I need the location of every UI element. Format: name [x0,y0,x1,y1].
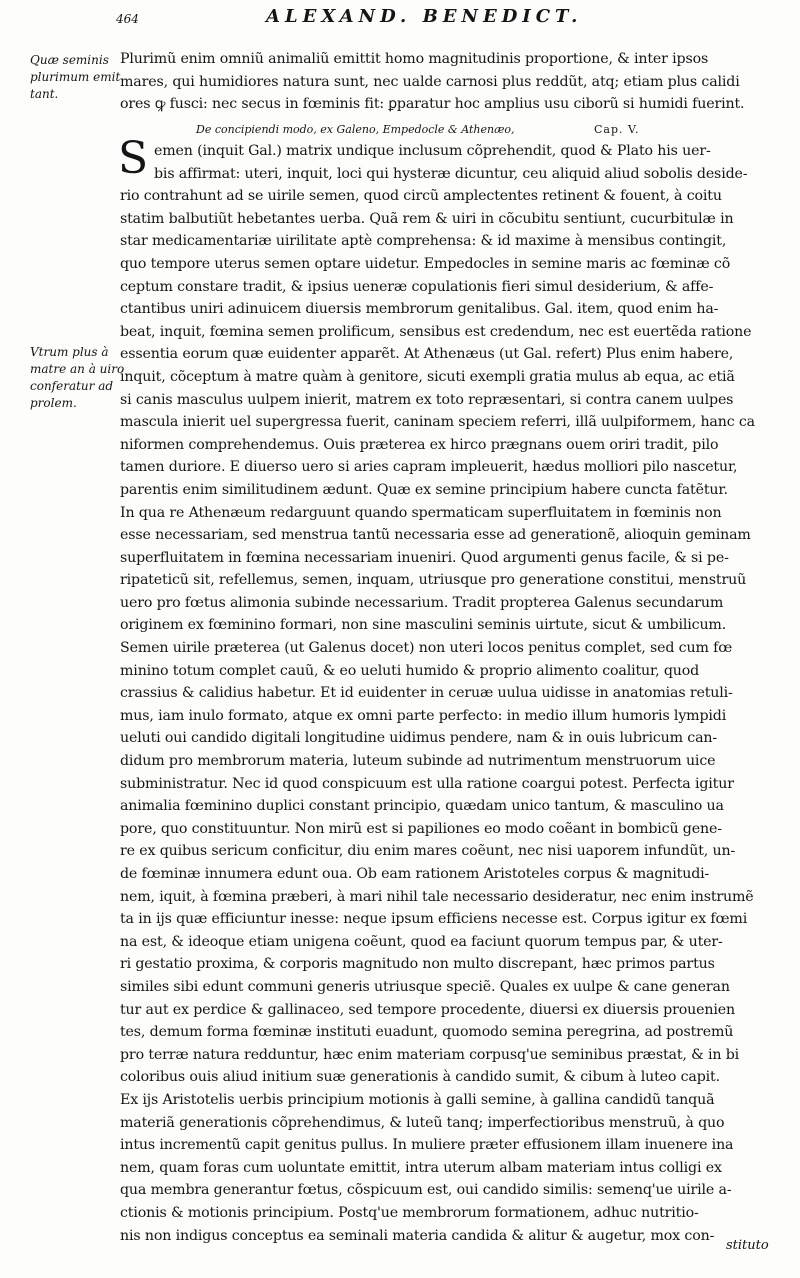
page-number: 464 [116,12,139,26]
text-line: tes, demum forma fœminæ instituti euadunt, quomodo semina peregrina, ad postremũ [120,1024,734,1041]
text-line: ores ꝙ fusci: nec secus in fœminis fit: ꝑparatur hoc amplius usu ciborũ si humidi fuerint. [120,96,745,113]
intro-paragraph [120,48,780,116]
text-line: nem, iquit, à fœmina præberi, à mari nihil tale necessario desideratur, nec enim instrumẽ [120,888,754,905]
text-line: mascula inierit uel supergressa fuerit, caninam speciem referri, illã uulpiformem, hanc ca [120,414,755,431]
text-line: emen (inquit Gal.) matrix undique inclusum cõprehendit, quod & Plato his uer- [154,143,711,159]
text-line: coloribus ouis aliud initium suæ generationis à candido sumit, & cibum à luteo capit. [120,1069,720,1086]
text-line: na est, & ideoque etiam unigena coẽunt, quod ea faciunt quorum tempus par, & uter- [120,933,723,950]
text-line: re ex quibus sericum conficitur, diu enim mares coẽunt, nec nisi uaporem infundũt, un- [120,843,736,860]
text-line: ta in ijs quæ efficiuntur inesse: neque ipsum efficiens necesse est. Corpus igitur ex fœmi [120,911,748,928]
text-line: parentis enim similitudinem ædunt. Quæ ex semine principium habere cuncta fatẽtur. [120,481,728,498]
chapter-heading [196,123,716,136]
text-line: si canis masculus uulpem inierit, matrem ex toto repræsentari, si contra canem uulpes [120,391,734,408]
text-line: crassius & calidius habetur. Et id euidenter in ceruæ uulua uidisse in anatomias retuli- [120,685,733,702]
side-note-line: plurimum emit [30,70,121,84]
text-line: nem, quam foras cum uoluntate emittit, intra uterum albam materiam intus colligi ex [120,1159,722,1176]
text-line: ctantibus uniri adinuicem diuersis membrorum genitalibus. Gal. item, quod enim ha- [120,301,719,318]
text-line: tamen duriore. E diuerso uero si aries capram impleuerit, hædus molliori pilo nascetur, [120,459,738,476]
running-head [116,6,776,36]
text-line: statim balbutiũt hebetantes uerba. Quã rem & uiri in cõcubitu sentiunt, cucurbitulæ in [120,210,734,227]
text-line: mares, qui humidiores natura sunt, nec ualde carnosi plus reddũt, atq; etiam plus calidi [120,73,740,90]
text-line: inquit, cõceptum à matre quàm à genitore, sicuti exempli gratia mulus ab equa, ac etiã [120,368,735,385]
side-note-conception [30,344,125,412]
text-line: qua membra generantur fœtus, cõspicuum est, oui candido similis: semenq'ue uirile a- [120,1182,732,1199]
text-line: materiã generationis cõprehendimus, & luteũ tanq; imperfectioribus menstruũ, à quo [120,1114,725,1131]
text-line: beat, inquit, fœmina semen prolificum, sensibus est credendum, nec est euertẽda ratione [120,323,752,340]
text-line: pore, quo constituuntur. Non mirũ est si papiliones eo modo coẽant in bombicũ gene- [120,820,722,837]
text-line: bis affirmat: uteri, inquit, loci qui hysteræ dicuntur, ceu aliquid aliud sobolis deside- [154,165,748,182]
side-note-line: tant. [30,87,59,101]
text-line: minino totum complet cauũ, & eo ueluti humido & proprio alimento coalitur, quod [120,662,700,679]
text-line: didum pro membrorum materia, luteum subinde ad nutrimentum menstruorum uice [120,753,716,770]
text-line: Ex ijs Aristotelis uerbis principium motionis à galli semine, à gallina candidũ tanquã [120,1091,715,1108]
catchword: stituto [726,1238,769,1253]
text-line: tur aut ex perdice & gallinaceo, sed tempore procedente, diuersi ex diuersis prouenien [120,1001,735,1018]
drop-capital: S [118,133,149,184]
side-note-line: Vtrum plus à [30,345,109,359]
side-note-line: matre an à uiro [30,362,125,376]
text-line: rio contrahunt ad se uirile semen, quod circũ amplectentes retinent & fouent, à coitu [120,188,722,205]
text-line: ceptum constare tradit, & ipsius ueneræ copulationis fieri simul desiderium, & affe- [120,278,714,295]
text-line: essentia eorum quæ euidenter apparẽt. At Athenæus (ut Gal. refert) Plus enim habere, [120,346,734,363]
text-line: animalia fœminino duplici constant principio, quædam unico tantum, & masculino ua [120,798,724,815]
text-line: ctionis & motionis principium. Postq'ue membrorum formationem, adhuc nutritio- [120,1204,699,1221]
text-line: esse necessariam, sed menstrua tantũ necessaria esse ad generationẽ, alioquin geminam [120,527,751,544]
text-line: ueluti oui candido digitali longitudine uidimus pendere, nam & in ouis lubricum can- [120,730,718,747]
text-line: star medicamentariæ uirilitate aptè comprehensa: & id maxime à mensibus contingit, [120,233,727,250]
text-line: uero pro fœtus alimonia subinde necessarium. Tradit propterea Galenus secundarum [120,594,724,611]
text-line: nis non indigus conceptus ea seminali materia candida & alitur & augetur, mox con- [120,1227,715,1244]
chapter-body [120,140,780,1247]
text-line: originem ex fœminino formari, non sine masculini seminis uirtute, sicut & umbilicum. [120,617,727,634]
chapter-title: De concipiendi modo, ex Galeno, Empedocle & Athenæo, [196,123,515,136]
text-line: quo tempore uterus semen optare uidetur. Empedocles in semine maris ac fœminæ cõ [120,255,731,272]
text-line: Semen uirile præterea (ut Galenus docet) non uteri locos penitus complet, sed cum fœ [120,640,733,657]
text-line: niformen comprehendemus. Ouis præterea ex hirco prægnans ouem oriri tradit, pilo [120,436,719,453]
text-line: Plurimũ enim omniũ animaliũ emittit homo magnitudinis proportione, & inter ipsos [120,51,709,67]
side-note-line: prolem. [30,396,77,410]
text-line: ripateticũ sit, refellemus, semen, inquam, utriusque pro generatione constitui, menstruũ [120,572,747,589]
side-note-line: conferatur ad [30,379,114,393]
text-line: superfluitatem in fœmina necessariam inueniri. Quod argumenti genus facile, & si pe- [120,549,729,566]
text-line: intus incrementũ capit genitus pullus. In muliere præter effusionem illam inuenere ina [120,1137,734,1154]
chapter-number: Cap. V. [594,123,640,136]
text-line: pro terræ natura redduntur, hæc enim materiam corpusq'ue seminibus præstat, & in bi [120,1046,740,1063]
text-line: In qua re Athenæum redarguunt quando spermaticam superfluitatem in fœminis non [120,504,722,521]
text-line: ri gestatio proxima, & corporis magnitudo non multo discrepant, hæc primos partus [120,956,715,973]
side-note-line: Quæ seminis [30,53,109,67]
running-head-title: ALEXAND. BENEDICT. [266,6,583,27]
text-line: similes sibi edunt communi generis utriusque speciẽ. Quales ex uulpe & cane generan [120,978,730,995]
text-line: de fœminæ innumera edunt oua. Ob eam rationem Aristoteles corpus & magnitudi- [120,866,710,882]
text-line: mus, iam inulo formato, atque ex omni parte perfecto: in medio illum humoris lympidi [120,707,727,724]
side-note-semen [30,52,121,103]
text-line: subministratur. Nec id quod conspicuum est ulla ratione coargui potest. Perfecta igitur [120,775,734,792]
